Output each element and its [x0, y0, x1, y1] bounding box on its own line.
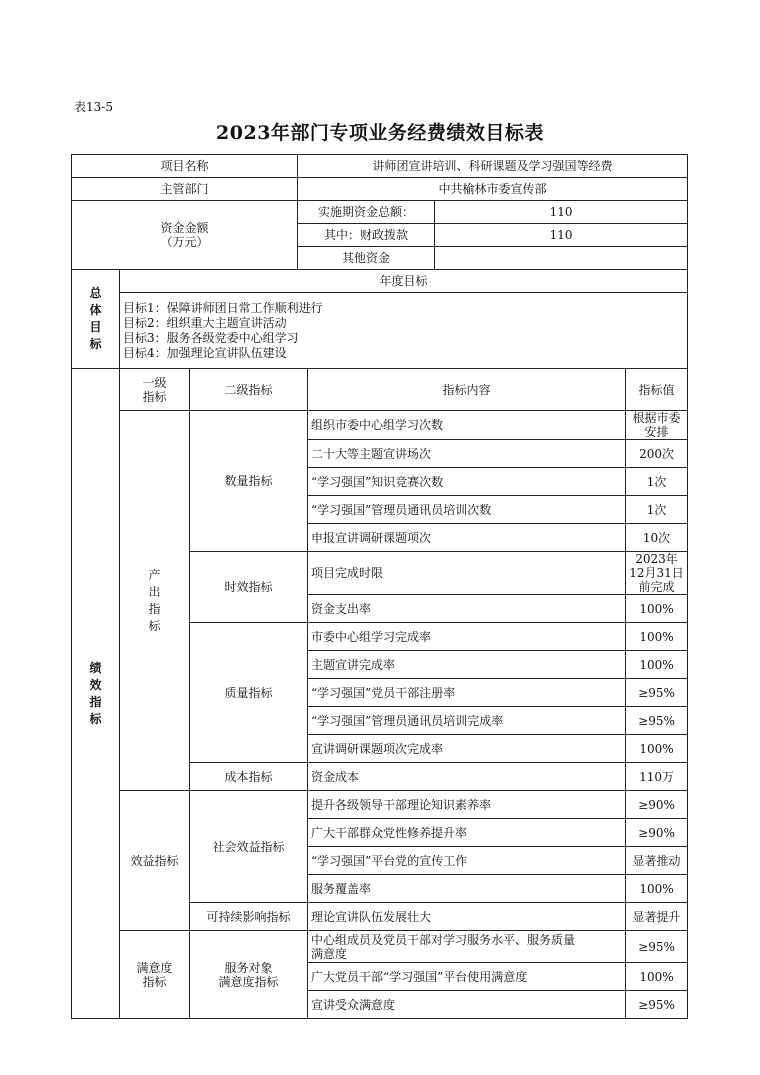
perf-char: 指 [89, 694, 102, 709]
value-header: 指标值 [626, 369, 688, 411]
annual-goal-label: 年度目标 [120, 270, 688, 293]
overall-char: 总 [89, 286, 102, 300]
document-title: 2023年部门专项业务经费绩效目标表 [216, 122, 544, 144]
indicator-row [72, 931, 688, 963]
indicator-value: 10次 [626, 524, 688, 552]
indicator-value: 100% [626, 623, 688, 651]
indicator-row [72, 791, 688, 819]
indicator-value: 100% [626, 735, 688, 763]
indicator-value: ≥95% [626, 991, 688, 1019]
benefit-indicator-label: 效益指标 [120, 791, 190, 931]
timeliness-indicator-label: 时效指标 [190, 552, 308, 623]
goal-item: 目标1：保障讲师团日常工作顺利进行 [123, 300, 323, 315]
indicator-content: 二十大等主题宣讲场次 [308, 440, 626, 468]
deadline-suffix: 前完成 [638, 580, 675, 594]
output-indicator-label [120, 411, 190, 791]
overall-char: 标 [89, 337, 102, 351]
quantity-indicator-label: 数量指标 [190, 411, 308, 552]
indicator-content: “学习强国”平台党的宣传工作 [308, 847, 626, 875]
annual-goals-row [72, 293, 688, 369]
social-benefit-label: 社会效益指标 [190, 791, 308, 903]
perf-char: 效 [89, 677, 102, 692]
indicator-content: 主题宣讲完成率 [308, 651, 626, 679]
indicator-row [72, 411, 688, 440]
indicator-content: “学习强国”管理员通讯员培训完成率 [308, 707, 626, 735]
indicator-content: 资金成本 [308, 763, 626, 791]
goal-item: 目标4：加强理论宣讲队伍建设 [123, 345, 287, 360]
indicator-value: 100% [626, 651, 688, 679]
project-name-value: 讲师团宣讲培训、科研课题及学习强国等经费 [298, 155, 688, 178]
output-char: 出 [148, 584, 161, 599]
indicator-value: 100% [626, 875, 688, 903]
indicator-value: 100% [626, 963, 688, 991]
content-header: 指标内容 [308, 369, 626, 411]
sustainable-impact-label: 可持续影响指标 [190, 903, 308, 931]
service-satisfaction-line: 服务对象 [224, 960, 273, 975]
level1-header-line: 一级 [142, 375, 167, 390]
indicator-content [308, 931, 626, 963]
indicator-value: 200次 [626, 440, 688, 468]
deadline-date: 2023年12月31日 [629, 552, 684, 580]
satisfaction-indicator-label [120, 931, 190, 1019]
indicator-content: 资金支出率 [308, 595, 626, 623]
overall-goal-label [72, 270, 120, 369]
indicator-content: 服务覆盖率 [308, 875, 626, 903]
funds-label: 资金金额 [160, 221, 209, 235]
funds-unit: （万元） [160, 235, 209, 249]
indicator-value: 1次 [626, 496, 688, 524]
indicator-content-line: 满意度 [311, 946, 348, 961]
indicator-value [626, 552, 688, 595]
indicator-value: ≥95% [626, 931, 688, 963]
indicator-value: 110万 [626, 763, 688, 791]
goal-item: 目标3：服务各级党委中心组学习 [123, 330, 299, 345]
total-funds-value: 110 [435, 201, 688, 224]
indicator-content: 广大干部群众党性修养提升率 [308, 819, 626, 847]
level1-header-line: 指标 [142, 389, 167, 404]
satisfaction-label-line: 满意度 [136, 960, 173, 975]
indicator-value: 显著推动 [626, 847, 688, 875]
indicator-value: 显著提升 [626, 903, 688, 931]
indicator-value: 根据市委安排 [626, 411, 688, 440]
project-name-label: 项目名称 [72, 155, 298, 178]
department-row [72, 178, 688, 201]
total-funds-label: 实施期资金总额： [298, 201, 435, 224]
indicator-content: 项目完成时限 [308, 552, 626, 595]
service-satisfaction-line: 满意度指标 [218, 974, 279, 989]
indicator-content: 宣讲调研课题项次完成率 [308, 735, 626, 763]
level2-header: 二级指标 [190, 369, 308, 411]
output-char: 产 [148, 567, 161, 582]
table-id: 表13-5 [74, 100, 113, 114]
other-funds-value [435, 247, 688, 270]
indicator-content: 广大党员干部“学习强国”平台使用满意度 [308, 963, 626, 991]
goal-item: 目标2：组织重大主题宣讲活动 [123, 315, 287, 330]
indicator-content: 申报宣讲调研课题项次 [308, 524, 626, 552]
output-char: 标 [148, 618, 161, 633]
output-char: 指 [148, 601, 161, 616]
fiscal-funds-value: 110 [435, 224, 688, 247]
quality-indicator-label: 质量指标 [190, 623, 308, 763]
indicator-value: 1次 [626, 468, 688, 496]
funds-total-row [72, 201, 688, 224]
performance-indicator-label [72, 369, 120, 1019]
indicator-content: 理论宣讲队伍发展壮大 [308, 903, 626, 931]
overall-char: 目 [89, 320, 102, 334]
cost-indicator-label: 成本指标 [190, 763, 308, 791]
indicator-content: 提升各级领导干部理论知识素养率 [308, 791, 626, 819]
indicator-content: 宣讲受众满意度 [308, 991, 626, 1019]
other-funds-label: 其他资金 [298, 247, 435, 270]
indicator-content: “学习强国”知识竞赛次数 [308, 468, 626, 496]
indicator-value: ≥95% [626, 679, 688, 707]
service-satisfaction-label [190, 931, 308, 1019]
funds-label-cell [72, 201, 298, 270]
satisfaction-label-line: 指标 [142, 974, 167, 989]
department-value: 中共榆林市委宣传部 [298, 178, 688, 201]
indicator-content: “学习强国”党员干部注册率 [308, 679, 626, 707]
annual-goal-header-row [72, 270, 688, 293]
indicator-content-line: 中心组成员及党员干部对学习服务水平、服务质量 [311, 932, 576, 947]
indicator-header-row [72, 369, 688, 411]
perf-char: 绩 [89, 660, 102, 675]
overall-char: 体 [89, 303, 102, 317]
indicator-content: 市委中心组学习完成率 [308, 623, 626, 651]
level1-header [120, 369, 190, 411]
annual-goals-cell [120, 293, 688, 369]
performance-goal-table [71, 154, 688, 1019]
indicator-content: “学习强国”管理员通讯员培训次数 [308, 496, 626, 524]
indicator-value: 100% [626, 595, 688, 623]
indicator-value: ≥90% [626, 819, 688, 847]
indicator-content: 组织市委中心组学习次数 [308, 411, 626, 440]
perf-char: 标 [89, 711, 102, 726]
project-name-row [72, 155, 688, 178]
fiscal-funds-label: 其中：财政拨款 [298, 224, 435, 247]
indicator-value: ≥90% [626, 791, 688, 819]
indicator-value: ≥95% [626, 707, 688, 735]
department-label: 主管部门 [72, 178, 298, 201]
